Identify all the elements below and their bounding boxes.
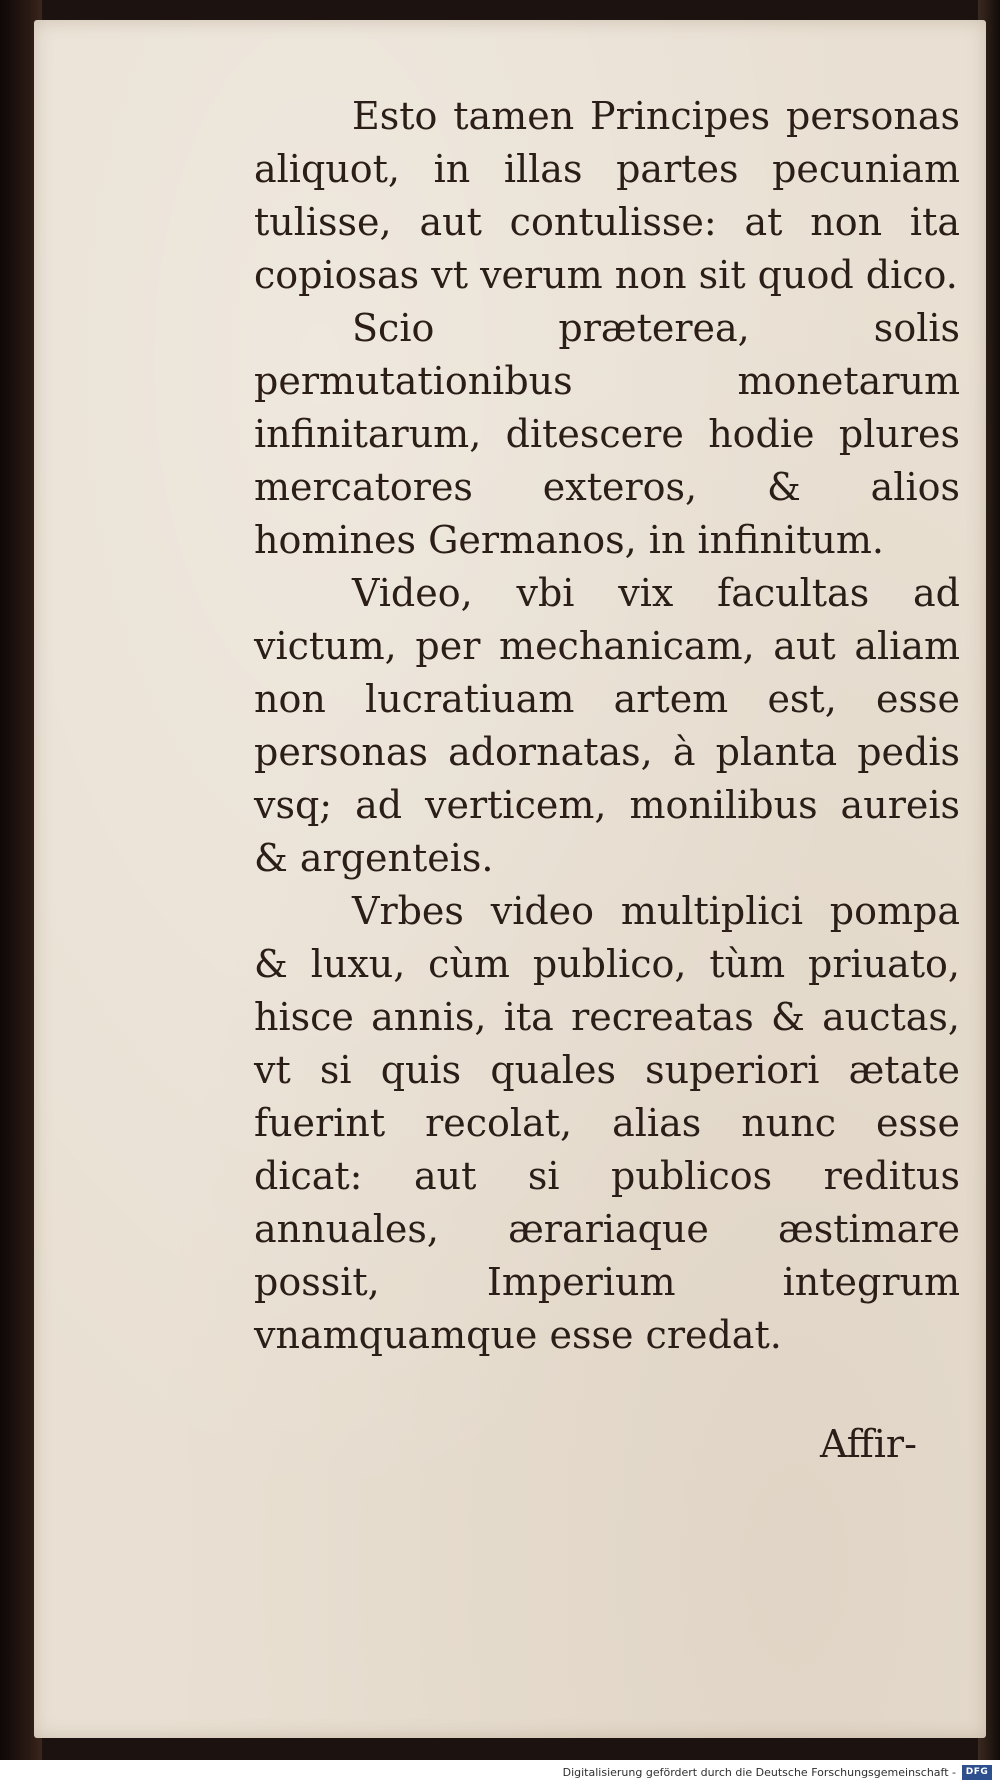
paragraph-2: Scio præterea, solis permutationibus monetarum infinitarum, ditescere hodie plures mercatores exteros, & alios homines Germanos, in infinitum. bbox=[254, 306, 960, 562]
page-text bbox=[254, 90, 960, 1362]
paragraph-3: Video, vbi vix facultas ad victum, per mechanicam, aut aliam non lucratiuam artem est, esse personas adornatas, à planta pedis vsq; ad verticem, monilibus aureis & argenteis. bbox=[254, 571, 960, 880]
catchword: Affir- bbox=[820, 1422, 917, 1466]
paragraph-4: Vrbes video multiplici pompa & luxu, cùm publico, tùm priuato, hisce annis, ita recreatas & auctas, vt si quis quales superiori ætate fuerint recolat, alias nunc esse dicat: aut si publicos reditus annuales, ærariaque æstimare possit, Imperium integrum vnamquamque esse credat. bbox=[254, 889, 960, 1357]
paragraph-1: Esto tamen Principes personas aliquot, in illas partes pecuniam tulisse, aut contulisse: at non ita copiosas vt verum non sit quod dico. bbox=[254, 94, 960, 297]
digitization-credit: Digitalisierung gefördert durch die Deutsche Forschungsgemeinschaft - bbox=[562, 1766, 956, 1779]
dfg-logo: DFG bbox=[962, 1765, 992, 1780]
